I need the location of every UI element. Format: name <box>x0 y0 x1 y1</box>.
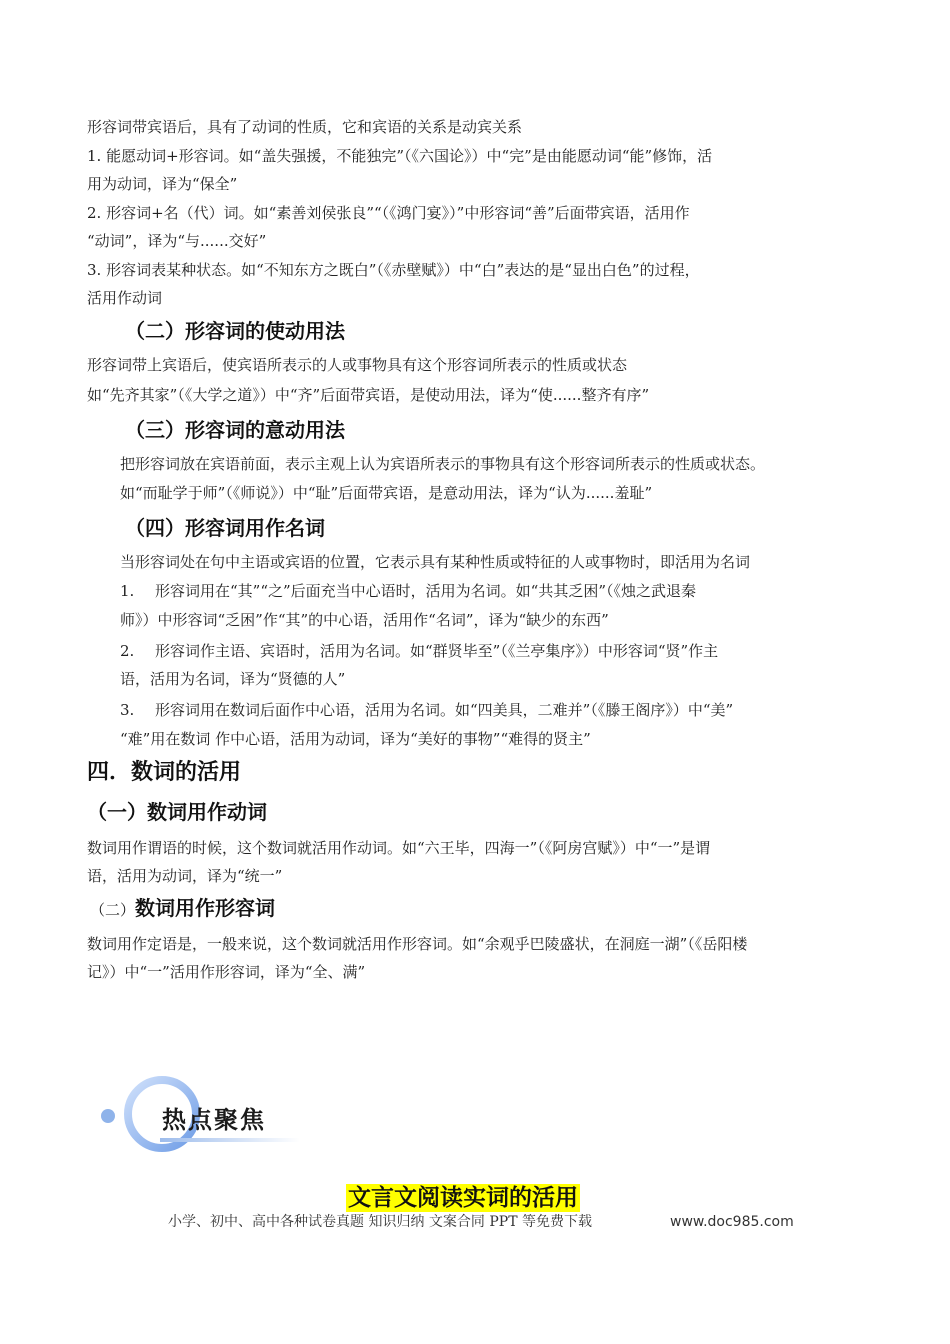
putative-p2: 如“而耻学于师”（《师说》）中“耻”后面带宾语，是意动用法，译为“认为......羞耻” <box>120 484 653 502</box>
as-noun-item-1-line2: 师》）中形容词“乏困”作“其”的中心语，活用作“名词”，译为“缺少的东西” <box>120 611 609 629</box>
as-noun-item-1-number: 1. <box>120 582 135 600</box>
causative-p1: 形容词带上宾语后，使宾语所表示的人或事物具有这个形容词所表示的性质或状态 <box>87 356 628 374</box>
as-noun-item-1-line1: 形容词用在“其”“之”后面充当中心语时，活用为名词。如“共其乏困”（《烛之武退秦 <box>155 582 697 600</box>
verb-item-2-line1: 2. 形容词+名（代）词。如“素善刘侯张良”“（《鸿门宴》）”中形容词“善”后面带宾语，活用作 <box>87 204 690 222</box>
hot-topics-label: 热点聚焦 <box>162 1106 266 1134</box>
numeral-as-adj-line2: 记》）中“一”活用作形容词，译为“全、满” <box>87 963 366 981</box>
footer-text: 小学、初中、高中各种试卷真题 知识归纳 文案合同 PPT 等免费下载 <box>168 1214 592 1230</box>
putative-heading: （三）形容词的意动用法 <box>125 418 345 442</box>
as-noun-item-3-line2: “难”用在数词 作中心语，活用为动词，译为“美好的事物”“难得的贤主” <box>120 730 591 748</box>
numeral-as-verb-line2: 语，活用为动词，译为“统一” <box>87 867 283 885</box>
as-noun-item-3-number: 3. <box>120 701 135 719</box>
as-noun-item-3-line1: 形容词用在数词后面作中心语，活用为名词。如“四美具，二难并”（《滕王阁序》）中“美” <box>155 701 734 719</box>
verb-item-1-line1: 1. 能愿动词+形容词。如“盖失强援，不能独完”（《六国论》）中“完”是由能愿动词“能”修饰，活 <box>87 147 713 165</box>
as-noun-item-2-number: 2. <box>120 642 135 660</box>
causative-heading: （二）形容词的使动用法 <box>125 319 345 343</box>
as-noun-item-2-line1: 形容词作主语、宾语时，活用为名词。如“群贤毕至”（《兰亭集序》）中形容词“贤”作主 <box>155 642 719 660</box>
numeral-as-adj-prefix: （二） <box>90 901 136 919</box>
numeral-as-adj-title: 数词用作形容词 <box>135 896 276 920</box>
numeral-heading: 四．数词的活用 <box>87 760 242 785</box>
causative-p2: 如“先齐其家”（《大学之道》）中“齐”后面带宾语，是使动用法，译为“使......整齐有序” <box>87 386 650 404</box>
numeral-as-adj-heading <box>90 895 275 923</box>
footer-url-link[interactable]: www.doc985.com <box>670 1214 794 1230</box>
numeral-as-verb-heading: （一）数词用作动词 <box>87 800 267 824</box>
numeral-as-verb-line1: 数词用作谓语的时候，这个数词就活用作动词。如“六王毕，四海一”（《阿房宫赋》）中“一”是谓 <box>87 839 711 857</box>
numeral-as-adj-line1: 数词用作定语是，一般来说，这个数词就活用作形容词。如“余观乎巴陵盛状，在洞庭一湖”（《岳阳楼 <box>87 935 748 953</box>
verb-item-3-line2: 活用作动词 <box>87 289 163 307</box>
putative-p1: 把形容词放在宾语前面，表示主观上认为宾语所表示的事物具有这个形容词所表示的性质或状态。 <box>120 455 766 473</box>
verb-intro: 形容词带宾语后，具有了动词的性质，它和宾语的关系是动宾关系 <box>87 118 523 136</box>
verb-item-3-line1: 3. 形容词表某种状态。如“不知东方之既白”（《赤壁赋》）中“白”表达的是“显出白色”的过程， <box>87 261 700 279</box>
as-noun-item-2-line2: 语，活用为名词，译为“贤德的人” <box>120 670 346 688</box>
verb-item-2-line2: “动词”，译为“与......交好” <box>87 232 267 250</box>
verb-item-1-line2: 用为动词，译为“保全” <box>87 175 238 193</box>
banner-dot-icon <box>101 1109 115 1123</box>
as-noun-intro: 当形容词处在句中主语或宾语的位置，它表示具有某种性质或特征的人或事物时，即活用为名词 <box>120 553 751 571</box>
as-noun-heading: （四）形容词用作名词 <box>125 516 325 540</box>
topic-title: 文言文阅读实词的活用 <box>348 1185 578 1211</box>
